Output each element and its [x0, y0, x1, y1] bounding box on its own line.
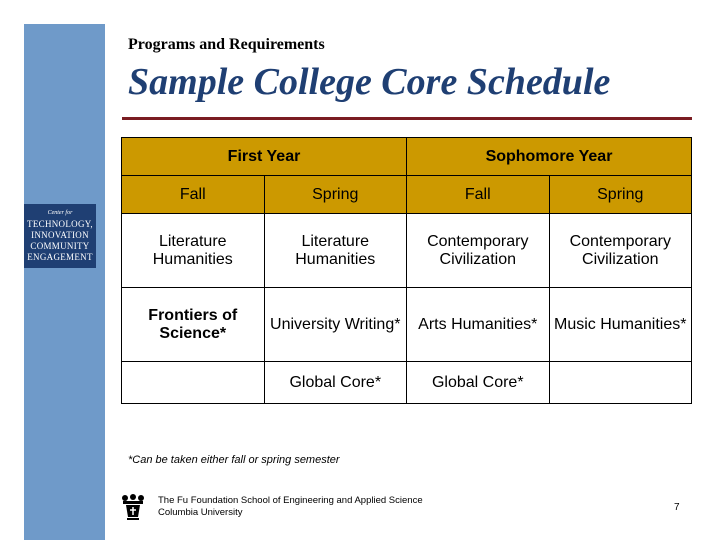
season-header-row — [122, 176, 692, 214]
table-cell — [122, 362, 265, 404]
center-logo — [24, 204, 96, 268]
table-cell: Global Core* — [407, 362, 550, 404]
year-header-first: First Year — [122, 138, 407, 176]
table-cell: Frontiers of Science* — [122, 288, 265, 362]
footer-university: Columbia University — [158, 507, 243, 518]
title-divider — [122, 117, 692, 120]
table-cell: Contemporary Civilization — [549, 214, 692, 288]
table-cell: Arts Humanities* — [407, 288, 550, 362]
schedule-table — [121, 137, 692, 404]
table-row — [122, 288, 692, 362]
table-row — [122, 214, 692, 288]
season-header: Spring — [549, 176, 692, 214]
footnote: *Can be taken either fall or spring semester — [128, 454, 340, 466]
logo-line: Center for — [47, 210, 73, 216]
table-cell: Contemporary Civilization — [407, 214, 550, 288]
logo-line: COMMUNITY — [30, 241, 90, 251]
year-header-sophomore: Sophomore Year — [407, 138, 692, 176]
slide-title: Sample College Core Schedule — [128, 61, 611, 103]
season-header: Spring — [264, 176, 407, 214]
footer-school: The Fu Foundation School of Engineering and Applied Science — [158, 495, 423, 506]
table-cell: Literature Humanities — [264, 214, 407, 288]
footer-text — [158, 495, 423, 519]
table-cell: Global Core* — [264, 362, 407, 404]
page-number: 7 — [674, 502, 680, 513]
logo-line: INNOVATION — [31, 230, 89, 240]
season-header: Fall — [122, 176, 265, 214]
table-cell: Music Humanities* — [549, 288, 692, 362]
table-cell: University Writing* — [264, 288, 407, 362]
season-header: Fall — [407, 176, 550, 214]
logo-line: TECHNOLOGY, — [27, 219, 93, 229]
table-cell — [549, 362, 692, 404]
logo-line: ENGAGEMENT — [27, 252, 93, 262]
slide-subtitle: Programs and Requirements — [128, 36, 325, 53]
year-header-row — [122, 138, 692, 176]
table-row — [122, 362, 692, 404]
table-cell: Literature Humanities — [122, 214, 265, 288]
left-accent-bar — [24, 24, 105, 540]
crown-icon — [120, 493, 146, 521]
